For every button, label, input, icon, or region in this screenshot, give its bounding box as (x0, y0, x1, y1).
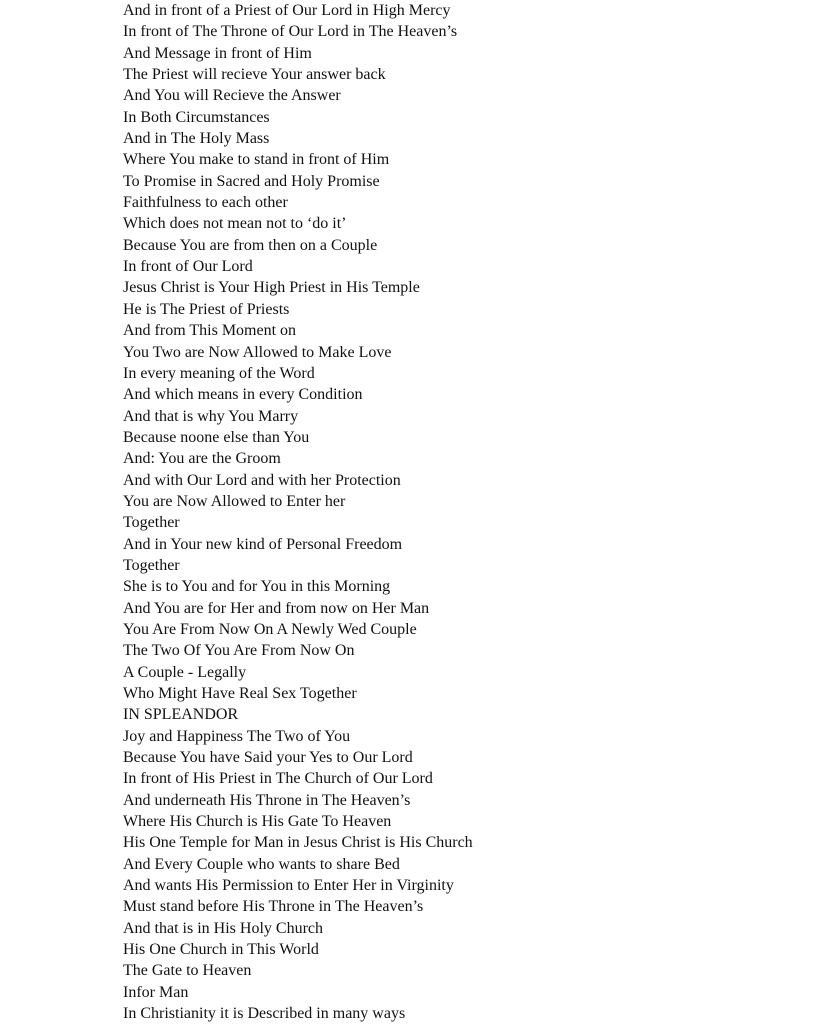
text-line: And that is in His Holy Church (123, 919, 323, 937)
text-line: And in Your new kind of Personal Freedom (123, 535, 403, 553)
text-line: IN SPLEANDOR (123, 706, 239, 724)
text-line: Where His Church is His Gate To Heaven (123, 813, 392, 831)
text-line: And with Our Lord and with her Protection (123, 471, 401, 489)
text-line: In Christianity it is Described in many ways (123, 1005, 406, 1023)
text-line: In Both Circumstances (123, 108, 270, 126)
text-line: And that is why You Marry (123, 407, 299, 425)
text-line: Together (123, 556, 180, 574)
text-line: The Gate to Heaven (123, 962, 252, 980)
text-line: And Every Couple who wants to share Bed (123, 855, 400, 873)
text-line: Must stand before His Throne in The Heaven’s (123, 898, 424, 916)
text-line: You are Now Allowed to Enter her (123, 492, 346, 510)
text-line: Jesus Christ is Your High Priest in His Temple (123, 279, 420, 297)
text-line: His One Church in This World (123, 941, 319, 959)
text-line: And in front of a Priest of Our Lord in High Mercy (123, 2, 451, 19)
text-line: Because You have Said your Yes to Our Lord (123, 749, 413, 767)
text-line: Because noone else than You (123, 428, 310, 446)
text-line: Which does not mean not to ‘do it’ (123, 215, 347, 233)
text-line: And Message in front of Him (123, 44, 312, 62)
text-line: And wants His Permission to Enter Her in Virginity (123, 877, 454, 895)
text-line: His One Temple for Man in Jesus Christ is His Church (123, 834, 473, 852)
text-line: In front of Our Lord (123, 258, 253, 276)
text-line: The Two Of You Are From Now On (123, 642, 355, 660)
text-line: She is to You and for You in this Morning (123, 578, 391, 596)
text-line: And You are for Her and from now on Her Man (123, 599, 430, 617)
text-line: The Priest will recieve Your answer back (123, 66, 386, 84)
text-line: You Two are Now Allowed to Make Love (123, 343, 392, 361)
text-line: In front of His Priest in The Church of Our Lord (123, 770, 433, 788)
text-line: A Couple - Legally (123, 663, 247, 681)
text-line: Who Might Have Real Sex Together (123, 685, 357, 702)
text-line: Because You are from then on a Couple (123, 236, 378, 254)
text-line: And in The Holy Mass (123, 130, 270, 148)
text-line: Infor Man (123, 983, 189, 1001)
text-line: And underneath His Throne in The Heaven’s (123, 791, 411, 809)
text-line: And from This Moment on (123, 322, 297, 340)
text-line: And: You are the Groom (123, 450, 281, 468)
text-line: You Are From Now On A Newly Wed Couple (123, 620, 417, 638)
text-line: Joy and Happiness The Two of You (123, 727, 351, 745)
text-line: To Promise in Sacred and Holy Promise (123, 172, 380, 190)
text-line: And You will Recieve the Answer (123, 87, 341, 105)
text-line: In every meaning of the Word (123, 364, 315, 382)
text-line: Faithfulness to each other (123, 194, 288, 212)
text-line: Together (123, 514, 180, 532)
text-line: In front of The Throne of Our Lord in The Heaven’s (123, 23, 458, 41)
poem-text-block (123, 0, 473, 1025)
text-line: He is The Priest of Priests (123, 300, 290, 318)
text-line: Where You make to stand in front of Him (123, 151, 390, 169)
text-line: And which means in every Condition (123, 386, 363, 404)
